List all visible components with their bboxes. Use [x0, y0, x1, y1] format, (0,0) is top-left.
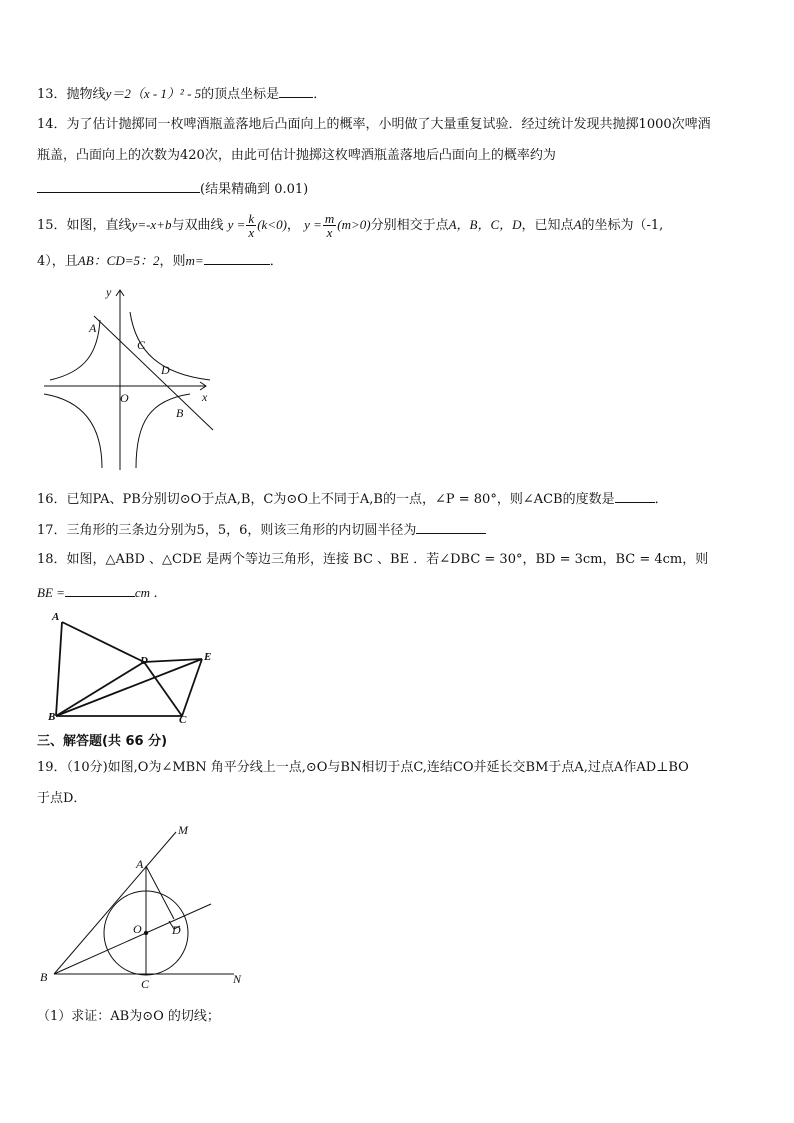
q13-number: 13．: [37, 87, 67, 102]
fig18-bd: [56, 662, 144, 716]
fig18-label-e: E: [204, 651, 212, 663]
question-18-line1: 18．如图，△ABD 、△CDE 是两个等边三角形，连接 BC 、BE ．若∠DBC = 30°，BD = 3cm，BC = 4cm，则: [37, 552, 709, 567]
fig15-branch-q3: [44, 394, 102, 468]
fig19-center-dot: [144, 931, 148, 935]
figure-19-circle: [36, 820, 250, 992]
question-19-line1: 19．（10分)如图,O为∠MBN 角平分线上一点,⊙O与BN相切于点C,连结CO并延长交BM于点A,过点A作AD⊥BO: [37, 760, 689, 775]
q15-y1: y =: [227, 217, 246, 232]
q18-be: BE =: [37, 585, 65, 600]
fig19-label-a: A: [136, 857, 144, 871]
fig19-label-d: D: [172, 923, 181, 937]
q13-post: 的顶点坐标是: [201, 87, 280, 102]
fig18-ce: [182, 659, 202, 716]
fig18-ab: [56, 622, 62, 716]
fig18-label-c: C: [179, 714, 187, 726]
q15-m-numer: m: [324, 211, 335, 226]
question-13: [37, 83, 326, 104]
question-15-line1: [37, 210, 663, 241]
q15-y2: y =: [304, 217, 322, 232]
q15-mid2: 分别相交于点: [370, 218, 449, 233]
q15-line-eq: y=-x+b: [131, 217, 172, 232]
fig18-label-a: A: [52, 611, 60, 623]
fig18-dc: [144, 662, 182, 716]
q13-answer-blank[interactable]: [279, 83, 313, 98]
q13-equation: y＝2（x - 1）² - 5: [105, 86, 202, 101]
fig18-be: [56, 659, 202, 716]
q13-end: ．: [313, 87, 327, 102]
q14-answer-blank[interactable]: [37, 178, 200, 193]
q15-point-a: A: [573, 217, 582, 232]
question-15-line2: [37, 250, 283, 271]
fig15-line: [94, 316, 213, 430]
fig15-label-x: x: [202, 390, 208, 404]
fig19-bm: [54, 832, 176, 974]
fig19-label-o: O: [133, 922, 142, 936]
q15-cond1: (k<0): [257, 217, 287, 232]
question-14-line3: [37, 178, 308, 199]
fig15-label-c: C: [137, 338, 146, 352]
q15-comma: ，: [286, 218, 300, 233]
q15-k-numer: k: [248, 211, 255, 226]
q15-mid4: 的坐标为（-1,: [581, 218, 664, 233]
q15-frac-m: [323, 212, 336, 239]
q15-end: ．: [269, 254, 283, 269]
q15-line2b: ，则: [159, 254, 186, 269]
q16-end: ．: [654, 492, 668, 507]
q16-text: 16．已知PA、PB分别切⊙O于点A,B，C为⊙O上不同于A,B的一点，∠P = 80°，则∠ACB的度数是: [37, 492, 615, 507]
question-16: [37, 488, 668, 509]
fig15-label-d: D: [161, 363, 170, 377]
q18-answer-blank[interactable]: [65, 582, 135, 597]
fig15-label-y: y: [106, 285, 112, 299]
question-14-line2: 瓶盖，凸面向上的次数为420次，由此可估计抛掷这枚啤酒瓶盖落地后凸面向上的概率约为: [37, 148, 556, 163]
fig15-label-a: A: [89, 321, 97, 335]
fig19-label-n: N: [233, 972, 242, 986]
fig18-label-d: D: [140, 655, 148, 667]
question-18-line2: [37, 582, 166, 603]
q15-cond2: (m>0): [337, 217, 371, 232]
q15-ratio: AB：CD=5：2: [77, 253, 160, 268]
question-19-line2: 于点D．: [37, 791, 87, 806]
question-17: [37, 519, 486, 540]
q15-m-var: m=: [185, 253, 204, 268]
figure-18-triangles: [42, 606, 222, 728]
q15-mid1: 与双曲线: [171, 218, 224, 233]
q15-points: A，B，C，D: [448, 217, 522, 232]
fig19-label-m: M: [178, 823, 188, 837]
q18-unit: cm ．: [134, 585, 167, 600]
q15-line2a: 4），且: [37, 254, 78, 269]
q15-answer-blank[interactable]: [204, 250, 270, 265]
q15-k-denom: x: [248, 225, 255, 240]
fig15-label-o: O: [120, 391, 129, 405]
q15-m-denom: x: [326, 225, 333, 240]
q17-text: 17．三角形的三条边分别为5，5，6，则该三角形的内切圆半径为: [37, 523, 417, 538]
q17-answer-blank[interactable]: [416, 519, 486, 534]
q16-answer-blank[interactable]: [615, 488, 655, 503]
section-3-title: 三、解答题(共 66 分): [37, 734, 168, 749]
fig15-label-b: B: [176, 406, 184, 420]
fig18-ad: [62, 622, 144, 662]
question-14-line1: 14．为了估计抛掷同一枚啤酒瓶盖落地后凸面向上的概率，小明做了大量重复试验．经过统计发现共抛掷1000次啤酒: [37, 117, 711, 132]
figure-15-hyperbola: [40, 282, 220, 474]
q15-frac-k: [246, 212, 256, 239]
question-19-part1: （1）求证：AB为⊙O 的切线；: [37, 1009, 220, 1024]
fig18-label-b: B: [48, 711, 56, 723]
fig19-ad: [146, 866, 174, 919]
q13-pre: 抛物线: [66, 87, 106, 102]
q15-number: 15．如图，直线: [37, 218, 132, 233]
q15-mid3: ，已知点: [521, 218, 574, 233]
fig19-label-c: C: [141, 977, 150, 991]
q14-note: (结果精确到 0.01): [200, 182, 309, 197]
fig19-label-b: B: [40, 970, 48, 984]
